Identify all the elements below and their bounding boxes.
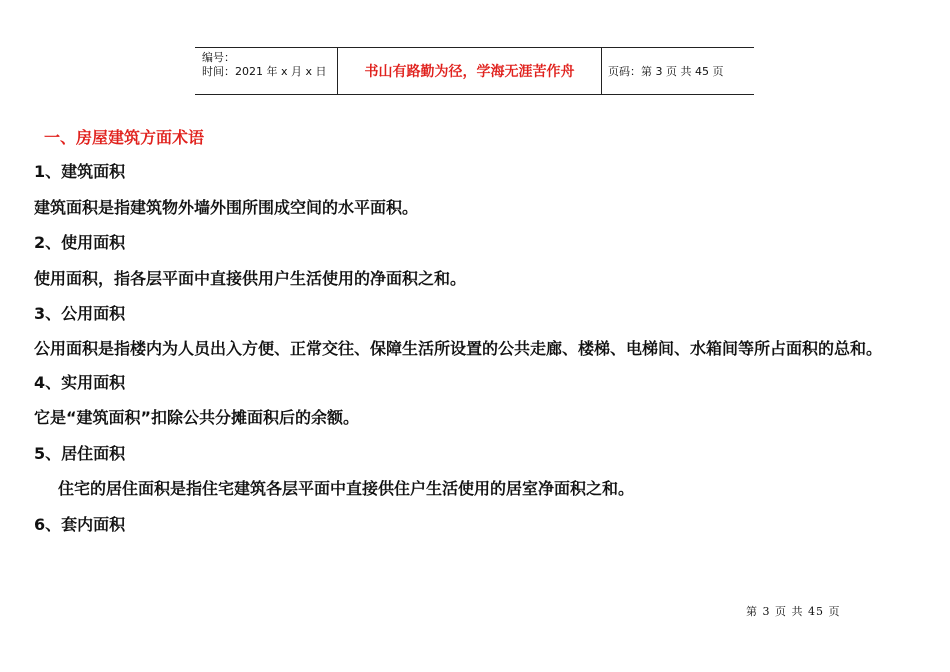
item-text: 住宅的居住面积是指住宅建筑各层平面中直接供住户生活使用的居室净面积之和。	[58, 479, 635, 498]
item-heading: 2、使用面积	[34, 233, 126, 252]
item-text: 使用面积，指各层平面中直接供用户生活使用的净面积之和。	[34, 268, 467, 288]
item-heading: 3、公用面积	[34, 304, 126, 323]
document-body	[34, 122, 924, 542]
serial-label: 编号：	[202, 51, 235, 64]
item-text: 它是“建筑面积”扣除公共分摊面积后的余额。	[34, 408, 360, 427]
section-title: 一、房屋建筑方面术语	[44, 128, 205, 147]
time-label: 时间：2021 年 x 月 x 日	[202, 65, 327, 78]
header-meta-cell	[195, 48, 338, 94]
item-heading: 1、建筑面积	[34, 162, 126, 181]
header-page-code: 页码：第 3 页 共 45 页	[608, 65, 724, 78]
item-text: 公用面积是指楼内为人员出入方便、正常交往、保障生活所设置的公共走廊、楼梯、电梯间、水箱间等所占面积的总和。	[34, 338, 883, 358]
item-heading: 4、实用面积	[34, 372, 126, 392]
page-footer-number: 第 3 页 共 45 页	[746, 605, 841, 618]
page-header	[195, 47, 754, 95]
item-text: 建筑面积是指建筑物外墙外围所围成空间的水平面积。	[34, 197, 419, 217]
item-heading: 6、套内面积	[34, 514, 126, 534]
item-heading: 5、居住面积	[34, 443, 126, 463]
header-motto: 书山有路勤为径，学海无涯苦作舟	[338, 48, 602, 94]
